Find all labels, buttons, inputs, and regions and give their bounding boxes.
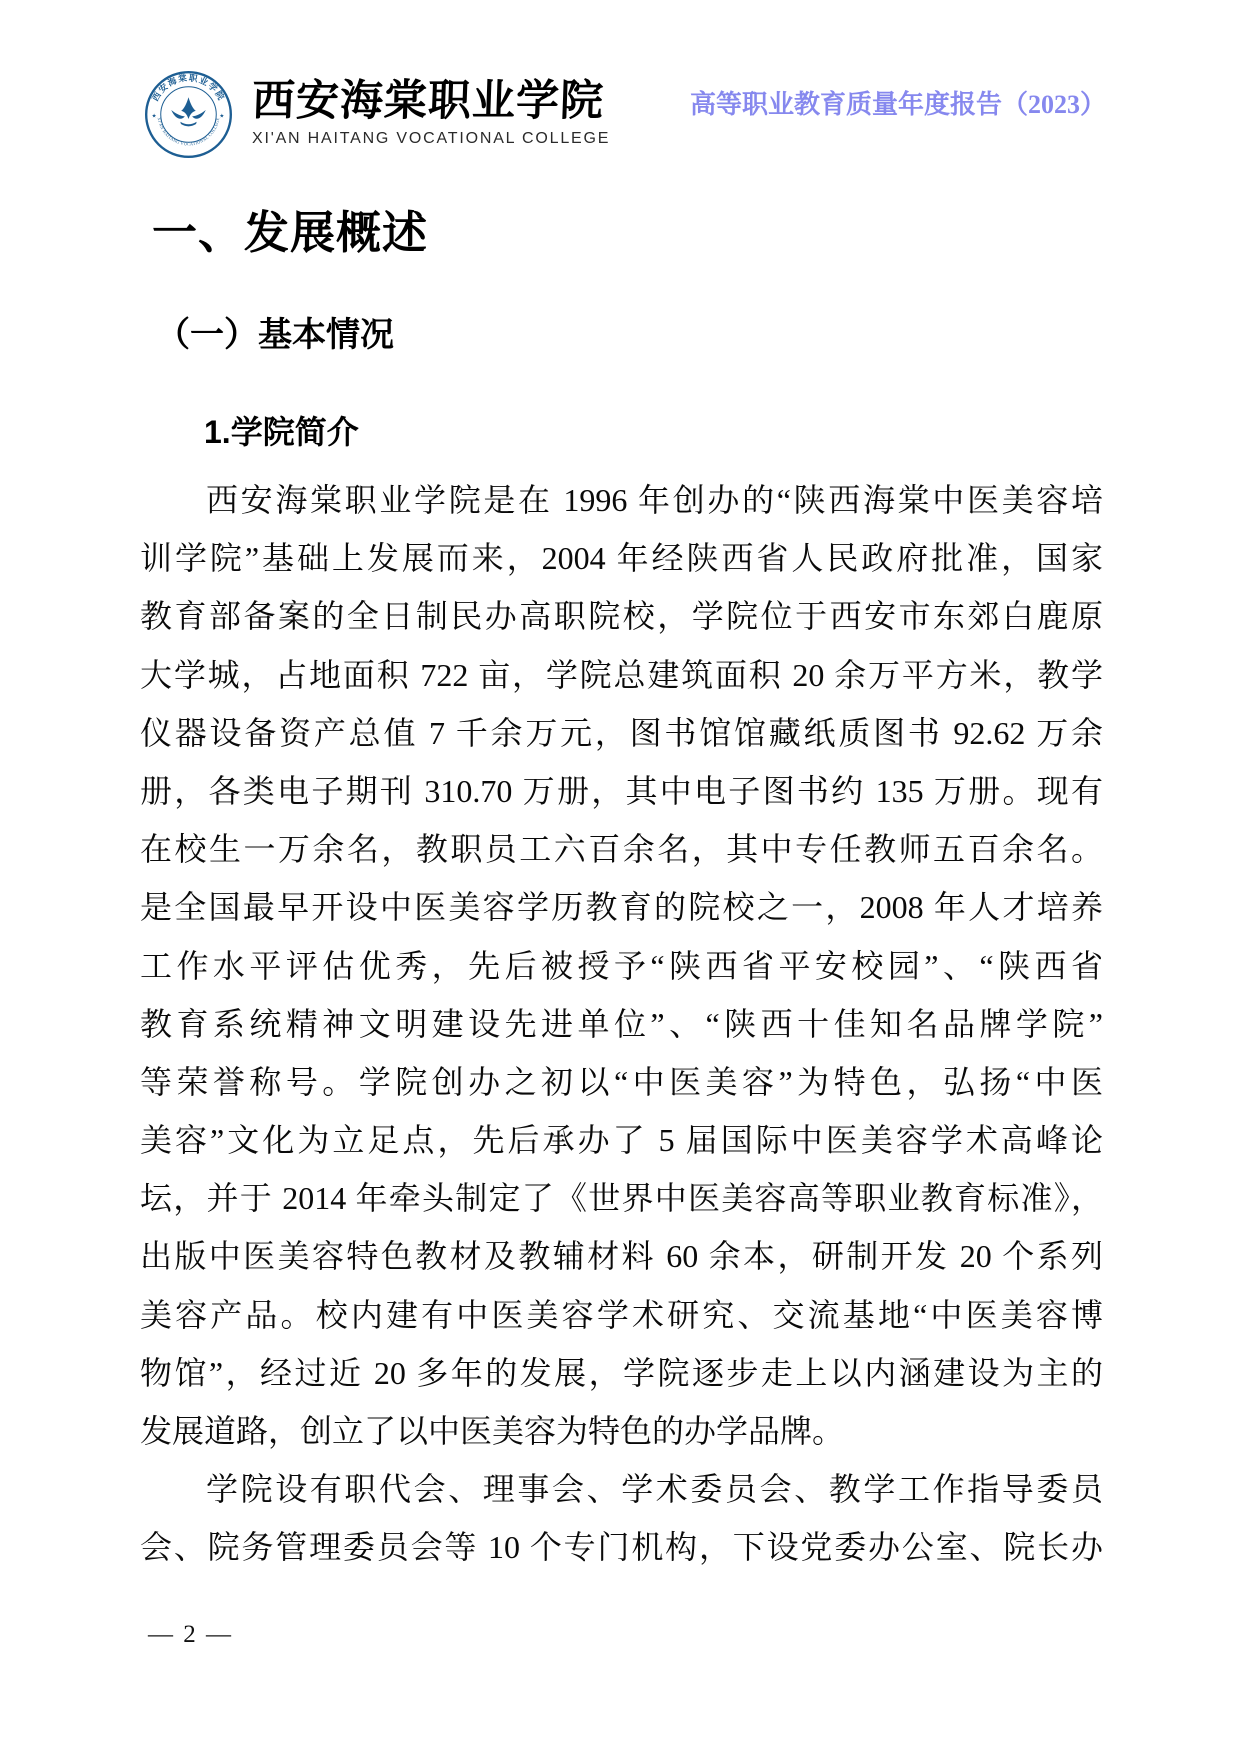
college-name-cn: 西安海棠职业学院 — [251, 78, 605, 125]
body-text-line: 训学院”基础上发展而来，2004 年经陕西省人民政府批准，国家 — [140, 540, 1103, 577]
section-heading: （一）基本情况 — [156, 316, 394, 354]
body-text-line: 出版中医美容特色教材及教辅材料 60 余本，研制开发 20 个系列 — [140, 1238, 1103, 1275]
body-text-line: 坛，并于 2014 年牵头制定了《世界中医美容高等职业教育标准》， — [140, 1180, 1103, 1217]
body-text-line: 学院设有职代会、理事会、学术委员会、教学工作指导委员 — [206, 1471, 1103, 1508]
body-text-line: 西安海棠职业学院是在 1996 年创办的“陕西海棠中医美容培 — [206, 482, 1103, 518]
seal-star-right: ★ — [219, 113, 225, 120]
body-text-line: 发展道路，创立了以中医美容为特色的办学品牌。 — [140, 1413, 845, 1449]
body-text-line: 物馆”，经过近 20 多年的发展，学院逐步走上以内涵建设为主的 — [140, 1354, 1103, 1391]
body-text — [140, 471, 1103, 1577]
body-text-line: 美容产品。校内建有中医美容学术研究、交流基地“中医美容博 — [140, 1296, 1103, 1333]
body-text-line: 会、院务管理委员会等 10 个专门机构，下设党委办公室、院长办 — [140, 1529, 1103, 1566]
body-text-line: 工作水平评估优秀，先后被授予“陕西省平安校园”、“陕西省 — [140, 947, 1103, 984]
body-text-line: 等荣誉称号。学院创办之初以“中医美容”为特色，弘扬“中医 — [140, 1063, 1103, 1100]
subsection-heading: 1.学院简介 — [204, 414, 359, 450]
college-name-en: XI'AN HAITANG VOCATIONAL COLLEGE — [252, 130, 611, 148]
seal-star-left: ★ — [151, 113, 157, 120]
svg-text:XI'AN HAITANG VOCATIONAL COLLE: XI'AN HAITANG VOCATIONAL COLLEGE — [156, 117, 221, 147]
body-text-line: 册，各类电子期刊 310.70 万册，其中电子图书约 135 万册。现有 — [140, 772, 1103, 809]
body-text-line: 教育系统精神文明建设先进单位”、“陕西十佳知名品牌学院” — [140, 1005, 1103, 1042]
page-number: — 2 — — [148, 1621, 233, 1648]
body-text-line: 大学城，占地面积 722 亩，学院总建筑面积 20 余万平方米，教学 — [140, 656, 1103, 693]
college-seal-logo — [143, 69, 234, 160]
body-text-line: 美容”文化为立足点，先后承办了 5 届国际中医美容学术高峰论 — [140, 1122, 1103, 1159]
report-title: 高等职业教育质量年度报告（2023） — [690, 90, 1107, 119]
college-seal-icon — [143, 69, 234, 160]
college-name-block — [252, 78, 682, 148]
body-text-line: 在校生一万余名，教职员工六百余名，其中专任教师五百余名。 — [140, 831, 1103, 868]
body-text-line: 教育部备案的全日制民办高职院校，学院位于西安市东郊白鹿原 — [140, 598, 1103, 635]
chapter-heading: 一、发展概述 — [152, 207, 429, 258]
body-text-line: 是全国最早开设中医美容学历教育的院校之一，2008 年人才培养 — [140, 889, 1103, 926]
body-text-line: 仪器设备资产总值 7 千余万元，图书馆馆藏纸质图书 92.62 万余 — [140, 714, 1103, 751]
svg-text:西安海棠职业学院: 西安海棠职业学院 — [150, 72, 227, 103]
seal-emblem — [171, 97, 206, 126]
